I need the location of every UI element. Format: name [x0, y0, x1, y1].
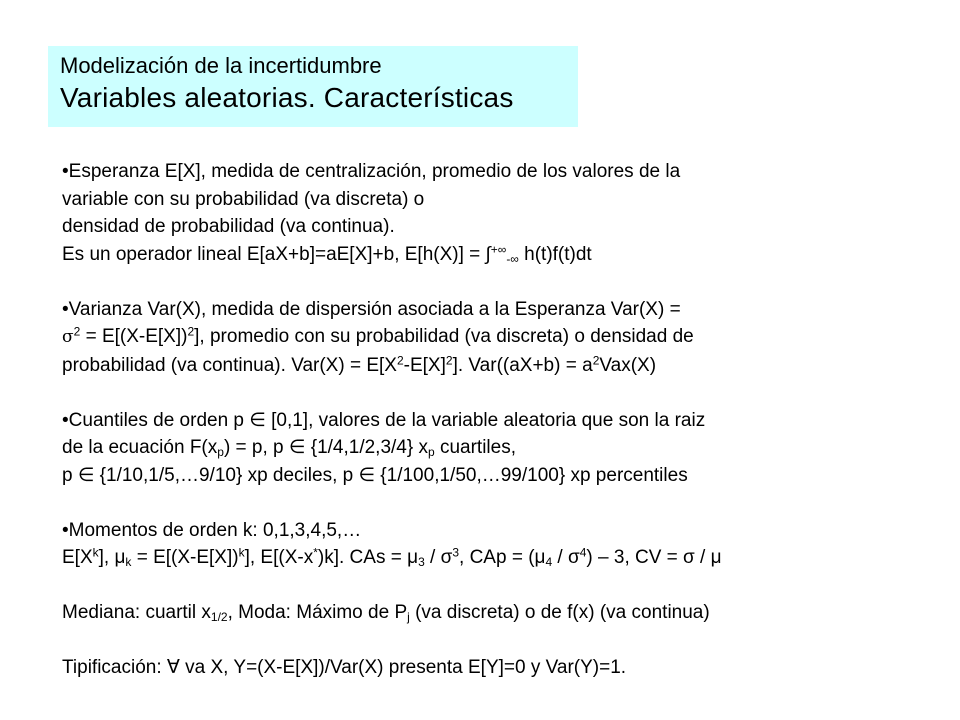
integral-lower-limit: -∞: [506, 251, 519, 266]
cuantiles-line-2-text-b: ) = p, p ∈ {1/4,1/2,3/4} x: [223, 437, 428, 458]
varianza-line-3-text-a: probabilidad (va continua). Var(X) = E[X: [62, 354, 397, 376]
mediana-line: [62, 599, 922, 627]
momentos-sup-4: 4: [579, 545, 587, 560]
momentos-text-g: , CAp = (μ: [459, 547, 546, 568]
momentos-section: [62, 517, 922, 572]
varianza-line-3: [62, 352, 922, 380]
momentos-sub-4: 4: [545, 555, 553, 569]
varianza-line-1: •Varianza Var(X), medida de dispersión asociada a la Esperanza Var(X) =: [62, 298, 681, 320]
varianza-section: [62, 296, 922, 380]
varianza-line-2: [62, 323, 922, 352]
mediana-text-b: , Moda: Máximo de P: [227, 602, 408, 623]
momentos-text-b: ], μ: [98, 547, 126, 568]
varianza-line-2-text: ], promedio con su probabilidad (va discreta) o densidad de: [194, 326, 694, 347]
esperanza-formula-text: Es un operador lineal E[aX+b]=aE[X]+b, E[h(X)] = ∫: [62, 243, 491, 265]
momentos-sup-k-2: k: [238, 545, 245, 560]
cuantiles-sub-p-1: p: [217, 445, 224, 459]
varianza-line-3-text-b: -E[X]: [403, 354, 446, 376]
momentos-line-2: [62, 544, 922, 572]
slide-subtitle: Modelización de la incertidumbre: [60, 53, 382, 78]
esperanza-integrand: h(t)f(t)dt: [518, 243, 592, 265]
cuantiles-line-2-text-c: cuartiles,: [434, 437, 516, 458]
varianza-formula: = E[(X-E[X]): [80, 326, 188, 347]
mediana-sub-j: j: [407, 610, 410, 624]
mediana-section: [62, 599, 922, 627]
varianza-exp-c: 2: [592, 352, 600, 367]
varianza-exp-a: 2: [396, 352, 404, 367]
esperanza-line-3: densidad de probabilidad (va continua).: [62, 216, 395, 237]
tipificacion-line: Tipificación: ∀ va X, Y=(X-E[X])/Var(X) presenta E[Y]=0 y Var(Y)=1.: [62, 657, 627, 678]
esperanza-section: [62, 158, 922, 268]
sigma-exponent: 2: [73, 324, 81, 339]
varianza-line-3-text-d: Vax(X): [599, 354, 657, 376]
momentos-text-c: = E[(X-E[X]): [131, 547, 239, 568]
momentos-text-d: ], E[(X-x: [244, 547, 314, 568]
slide-body: [62, 158, 922, 682]
momentos-text-f: / σ: [424, 547, 453, 568]
momentos-text-i: ) – 3, CV = σ / μ: [586, 547, 722, 568]
cuantiles-line-2-text-a: de la ecuación F(x: [62, 437, 218, 458]
momentos-sub-k: k: [125, 555, 132, 569]
esperanza-line-2: variable con su probabilidad (va discreta) o: [62, 188, 425, 210]
sigma-symbol: σ: [62, 327, 74, 347]
cuantiles-line-1: •Cuantiles de orden p ∈ [0,1], valores de la variable aleatoria que son la raiz: [62, 409, 706, 431]
momentos-sup-k-1: k: [92, 545, 99, 560]
title-box: [48, 46, 578, 127]
momentos-text-e: )k]. CAs = μ: [317, 547, 419, 568]
cuantiles-line-3: p ∈ {1/10,1/5,…9/10} xp deciles, p ∈ {1/100,1/50,…99/100} xp percentiles: [62, 464, 688, 486]
cuantiles-sub-p-2: p: [427, 445, 435, 459]
varianza-line-3-text-c: ]. Var((aX+b) = a: [452, 354, 593, 376]
tipificacion-section: [62, 654, 922, 682]
integral-upper-limit: +∞: [490, 241, 507, 256]
mediana-text-c: (va discreta) o de f(x) (va continua): [409, 602, 710, 623]
momentos-text-h: / σ: [552, 547, 580, 568]
momentos-sup-3: 3: [452, 545, 460, 560]
momentos-text-a: E[X: [62, 547, 93, 568]
momentos-sup-star: *: [313, 545, 318, 560]
esperanza-line-1: •Esperanza E[X], medida de centralización, promedio de los valores de la: [62, 161, 681, 182]
varianza-exp-b: 2: [445, 352, 453, 367]
mediana-text-a: Mediana: cuartil x: [62, 602, 211, 623]
cuantiles-section: [62, 407, 922, 490]
momentos-sub-3: 3: [418, 555, 425, 569]
cuantiles-line-2: [62, 434, 922, 462]
slide-title: Variables aleatorias. Características: [60, 82, 514, 113]
momentos-line-1: •Momentos de orden k: 0,1,3,4,5,…: [62, 519, 362, 541]
esperanza-line-4: [62, 241, 922, 269]
mediana-sub-half: 1/2: [210, 610, 228, 624]
varianza-exponent: 2: [187, 324, 195, 339]
